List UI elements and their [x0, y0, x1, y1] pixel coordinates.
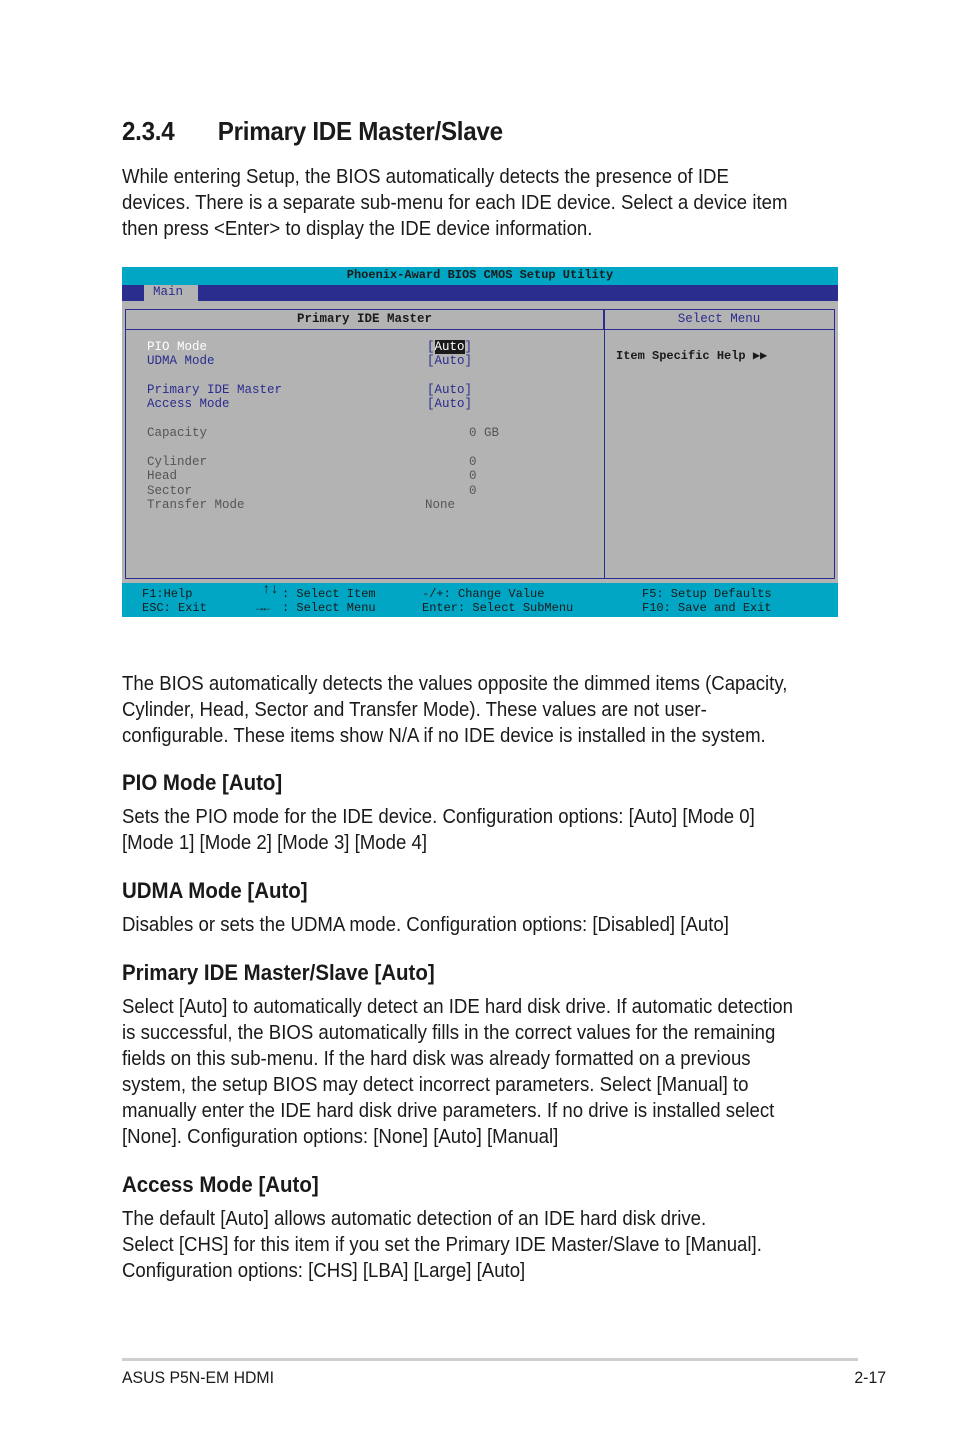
- bios-item-label: Cylinder: [147, 455, 208, 469]
- key-select-menu: : Select Menu: [282, 601, 376, 615]
- bios-key-legend: [122, 583, 838, 617]
- key-select-submenu: Enter: Select SubMenu: [422, 601, 574, 615]
- bios-item-value: [Auto]: [427, 354, 473, 368]
- bios-panel-divider: [604, 310, 605, 578]
- key-select-item: : Select Item: [282, 587, 376, 601]
- footer-rule: [122, 1358, 858, 1361]
- bios-item-value: None: [425, 498, 456, 512]
- bios-tab-main[interactable]: Main: [144, 285, 198, 301]
- bios-item-label: Capacity: [147, 426, 208, 440]
- bios-item-access-mode[interactable]: [147, 397, 473, 411]
- access-mode-heading: Access Mode [Auto]: [122, 1172, 319, 1197]
- pio-mode-heading: PIO Mode [Auto]: [122, 770, 283, 795]
- udma-mode-text: Disables or sets the UDMA mode. Configuration options: [Disabled] [Auto]: [122, 914, 729, 936]
- bios-item-label: PIO Mode: [147, 340, 208, 354]
- bios-item-head: [147, 469, 477, 483]
- bios-panel-title: Primary IDE Master: [126, 310, 604, 330]
- bios-item-value: [Auto]: [427, 340, 473, 354]
- dimmed-items-note: The BIOS automatically detects the values opposite the dimmed items (Capacity, Cylinder, Head, Sector and Transfer Mode). These values are not user-configurable. These items show N/A if no IDE device is installed in the system.: [122, 673, 788, 747]
- bios-item-value: [Auto]: [427, 383, 473, 397]
- bios-item-help: Item Specific Help ▶▶: [616, 349, 768, 363]
- left-right-arrow-icon: →←: [256, 601, 271, 615]
- bios-item-primary-ide-master[interactable]: [147, 383, 473, 397]
- bios-menu-bar: [122, 285, 838, 301]
- bios-item-sector: [147, 484, 477, 498]
- bios-title-bar: Phoenix-Award BIOS CMOS Setup Utility: [122, 267, 838, 285]
- section-number: 2.3.4: [122, 116, 175, 146]
- key-change-value: -/+: Change Value: [422, 587, 545, 601]
- key-f1-help: F1:Help: [142, 587, 193, 601]
- key-f5-defaults: F5: Setup Defaults: [642, 587, 772, 601]
- key-f10-save: F10: Save and Exit: [642, 601, 772, 615]
- section-title-text: Primary IDE Master/Slave: [217, 116, 503, 146]
- bios-content-frame: [125, 309, 835, 579]
- access-mode-line-2: Select [CHS] for this item if you set the Primary IDE Master/Slave to [Manual].: [122, 1234, 762, 1256]
- bios-item-label: Access Mode: [147, 397, 230, 411]
- bios-item-pio-mode[interactable]: [147, 340, 473, 354]
- bios-item-value: 0 GB: [469, 426, 500, 440]
- up-down-arrow-icon: ↑↓: [262, 582, 279, 598]
- bios-item-value: 0: [469, 484, 477, 498]
- footer-page-number: 2-17: [854, 1368, 886, 1387]
- bios-item-value: 0: [469, 469, 477, 483]
- section-title: [122, 116, 503, 147]
- access-mode-line-1: The default [Auto] allows automatic detection of an IDE hard disk drive.: [122, 1208, 707, 1230]
- bios-screenshot: [122, 267, 838, 617]
- primary-ide-heading: Primary IDE Master/Slave [Auto]: [122, 960, 435, 985]
- bios-help-title: Select Menu: [604, 310, 834, 330]
- primary-ide-text: Select [Auto] to automatically detect an IDE hard disk drive. If automatic detection is successful, the BIOS automatically fills in the correct values for the remaining fields on this sub-menu. If the hard disk was already formatted on a previous system, the setup BIOS may detect incorrect parameters. Select [Manual] to manually enter the IDE hard disk drive parameters. If no drive is installed select [None]. Configuration options: [None] [Auto] [Manual]: [122, 996, 793, 1148]
- bios-item-value: 0: [469, 455, 477, 469]
- bios-item-value: [Auto]: [427, 397, 473, 411]
- bios-item-label: Sector: [147, 484, 193, 498]
- bios-item-label: Head: [147, 469, 178, 483]
- key-esc-exit: ESC: Exit: [142, 601, 207, 615]
- udma-mode-heading: UDMA Mode [Auto]: [122, 878, 308, 903]
- access-mode-line-3: Configuration options: [CHS] [LBA] [Large] [Auto]: [122, 1260, 526, 1282]
- bios-item-label: Primary IDE Master: [147, 383, 283, 397]
- bios-item-udma-mode[interactable]: [147, 354, 473, 368]
- bios-item-label: Transfer Mode: [147, 498, 245, 512]
- bios-item-transfer-mode: [147, 498, 456, 512]
- bios-item-label: UDMA Mode: [147, 354, 215, 368]
- pio-mode-text: Sets the PIO mode for the IDE device. Configuration options: [Auto] [Mode 0] [Mode 1] [Mode 2] [Mode 3] [Mode 4]: [122, 806, 755, 854]
- access-mode-text: [122, 1206, 801, 1284]
- bios-selected-value: Auto: [434, 340, 465, 354]
- bios-item-capacity: [147, 426, 500, 440]
- bios-item-cylinder: [147, 455, 477, 469]
- footer-product-name: ASUS P5N-EM HDMI: [122, 1368, 274, 1387]
- intro-paragraph: While entering Setup, the BIOS automatically detects the presence of IDE devices. There is a separate sub-menu for each IDE device. Select a device item then press <Enter> to display the IDE device information.: [122, 166, 788, 240]
